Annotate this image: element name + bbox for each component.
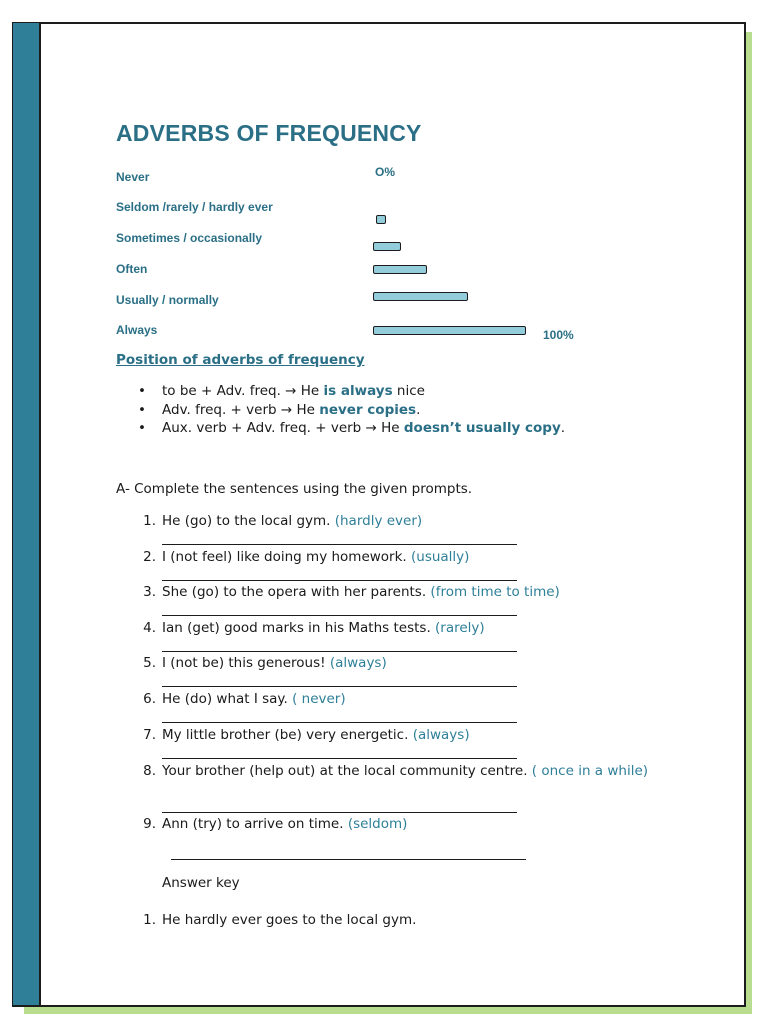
rule-item <box>116 419 565 438</box>
item-prompt: (seldom) <box>347 816 408 832</box>
exercise-item <box>136 690 656 708</box>
answer-blank-line[interactable] <box>162 544 517 545</box>
rule-item <box>116 401 565 420</box>
rule-text-end: . <box>416 401 421 418</box>
item-number: 8. <box>143 763 156 779</box>
answer-blank-line[interactable] <box>162 686 517 687</box>
rule-text: to be + Adv. freq. → He <box>162 383 324 399</box>
rule-text: Aux. verb + Adv. freq. + verb → He <box>162 420 404 436</box>
page-title: ADVERBS OF FREQUENCY <box>116 120 422 146</box>
item-sentence: I (not be) this generous! <box>162 655 330 671</box>
freq-end-label: 100% <box>543 328 574 342</box>
position-rules-list <box>116 382 565 438</box>
item-number: 6. <box>143 691 156 707</box>
exercise-item <box>136 726 656 744</box>
item-prompt: (usually) <box>411 549 470 565</box>
freq-bar-always <box>373 326 526 335</box>
item-sentence: My little brother (be) very energetic. <box>162 727 413 743</box>
freq-bar-sometimes <box>373 242 401 251</box>
rule-example: doesn’t usually copy <box>403 420 561 436</box>
rule-text-end: . <box>560 420 566 436</box>
item-number: 2. <box>143 549 156 565</box>
item-prompt: (rarely) <box>435 620 485 636</box>
item-sentence: Ann (try) to arrive on time. <box>162 816 348 832</box>
exercise-item <box>136 548 656 566</box>
item-number: 5. <box>143 655 156 671</box>
freq-label-usually: Usually / normally <box>116 293 219 307</box>
answer-blank-line[interactable] <box>162 812 517 813</box>
item-number: 1. <box>143 513 156 529</box>
item-prompt: (from time to time) <box>430 584 560 600</box>
freq-label-sometimes: Sometimes / occasionally <box>116 231 263 245</box>
rule-example: is always <box>323 383 393 399</box>
freq-label-seldom: Seldom /rarely / hardly ever <box>116 200 273 214</box>
item-sentence: He (do) what I say. <box>162 691 293 707</box>
item-number: 3. <box>143 584 156 600</box>
freq-bar-seldom <box>376 215 386 224</box>
item-sentence: She (go) to the opera with her parents. <box>162 584 431 600</box>
exercise-item <box>136 512 656 530</box>
page-sidebar-stripe <box>13 23 41 1005</box>
freq-bar-usually <box>373 292 468 301</box>
item-prompt: (hardly ever) <box>334 513 423 529</box>
item-number: 9. <box>143 816 156 832</box>
answer-blank-line[interactable] <box>162 722 517 723</box>
answer-blank-line[interactable] <box>162 758 517 759</box>
item-prompt: (always) <box>412 727 470 743</box>
answer-blank-line[interactable] <box>162 580 517 581</box>
answer-blank-line[interactable] <box>162 615 517 616</box>
item-prompt: ( once in a while) <box>531 763 649 779</box>
exercise-instruction: A- Complete the sentences using the given prompts. <box>116 481 473 497</box>
rule-item <box>116 382 565 401</box>
exercise-item <box>136 815 656 833</box>
item-sentence: I (not feel) like doing my homework. <box>162 549 411 565</box>
answer-blank-line[interactable] <box>171 859 526 860</box>
answer-key-label: Answer key <box>162 875 240 891</box>
rule-example: never copies <box>319 401 417 418</box>
freq-label-never: Never <box>116 170 150 184</box>
answer-sentence: He hardly ever goes to the local gym. <box>162 912 417 928</box>
answer-key-item <box>136 911 656 929</box>
item-sentence: He (go) to the local gym. <box>162 513 335 529</box>
exercise-item <box>136 583 656 601</box>
position-heading: Position of adverbs of frequency <box>116 352 365 368</box>
item-number: 7. <box>143 727 156 743</box>
item-number: 4. <box>143 620 156 636</box>
rule-text-end: nice <box>392 383 425 399</box>
item-sentence: Your brother (help out) at the local community centre. <box>162 763 532 779</box>
item-sentence: Ian (get) good marks in his Maths tests. <box>162 620 436 636</box>
freq-label-often: Often <box>116 262 148 276</box>
item-number: 1. <box>143 912 156 928</box>
item-prompt: ( never) <box>292 691 346 707</box>
rule-text: Adv. freq. + verb → He <box>162 401 320 418</box>
answer-blank-line[interactable] <box>162 651 517 652</box>
freq-bar-often <box>373 265 427 274</box>
freq-label-always: Always <box>116 323 158 337</box>
item-prompt: (always) <box>329 655 387 671</box>
exercise-item <box>136 654 656 672</box>
exercise-item <box>136 619 656 637</box>
exercise-item <box>136 762 656 780</box>
freq-start-label: O% <box>375 165 396 179</box>
